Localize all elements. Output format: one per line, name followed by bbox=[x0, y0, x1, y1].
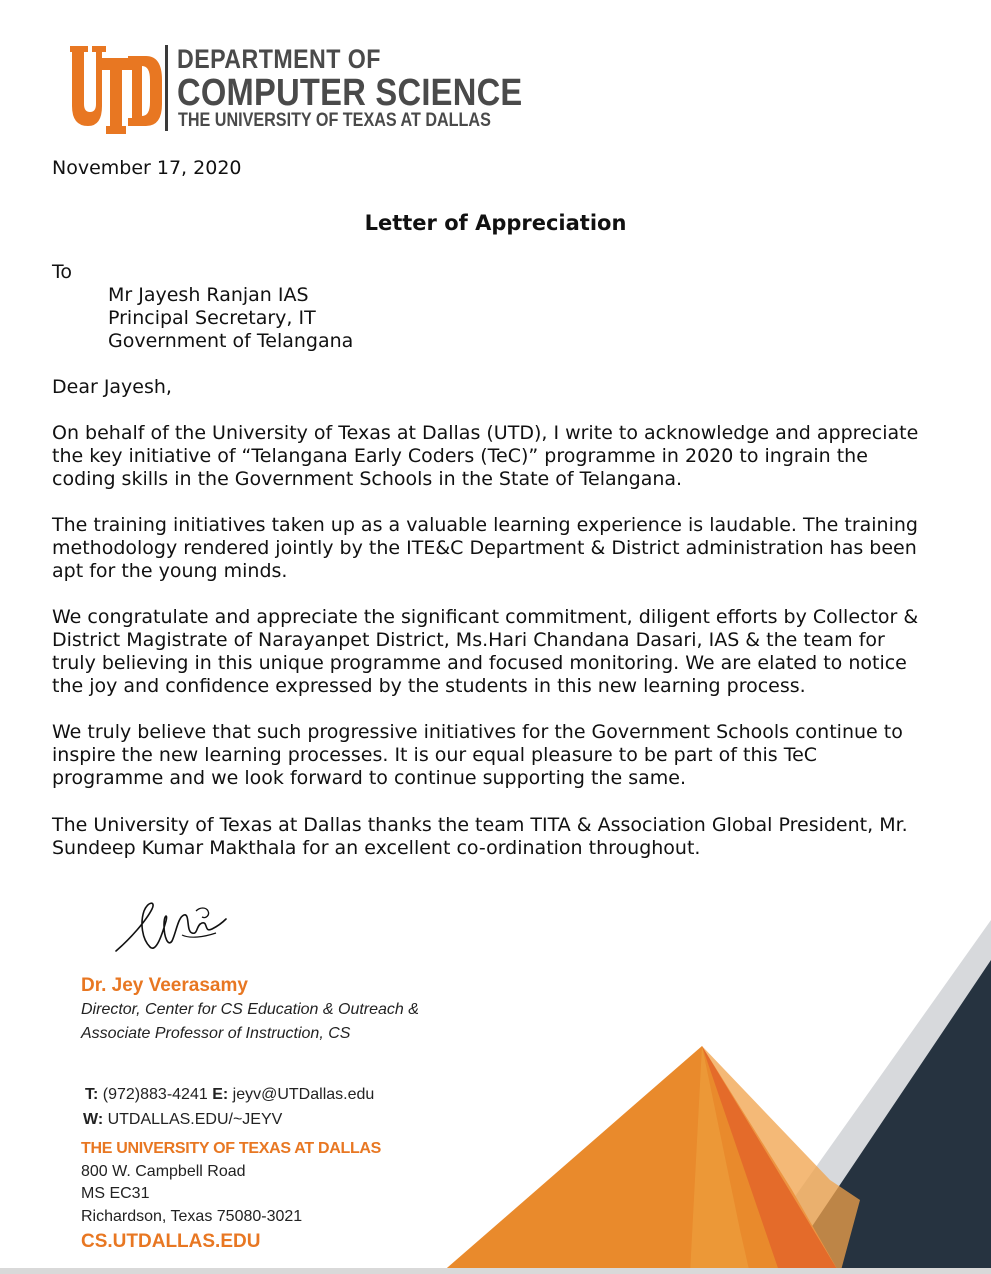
signatory-title-line-1: Director, Center for CS Education & Outreach & bbox=[81, 1001, 419, 1018]
department-line-1: DEPARTMENT OF bbox=[177, 44, 381, 74]
paragraph-line: apt for the young minds. bbox=[52, 560, 288, 582]
paragraph-line: coding skills in the Government Schools in the State of Telangana. bbox=[52, 468, 683, 490]
contact-web bbox=[83, 1111, 282, 1129]
paragraph-line: The training initiatives taken up as a valuable learning experience is laudable. The training bbox=[52, 514, 918, 536]
paragraph-line: the key initiative of “Telangana Early Coders (TeC)” programme in 2020 to ingrain the bbox=[52, 445, 868, 467]
decorative-corner-graphic bbox=[440, 900, 991, 1274]
recipient-organization: Government of Telangana bbox=[108, 330, 354, 352]
paragraph-line: inspire the new learning processes. It is our equal pleasure to be part of this TeC bbox=[52, 744, 818, 766]
paragraph-1 bbox=[52, 422, 952, 491]
paragraph-line: methodology rendered jointly by the ITE&C Department & District administration has been bbox=[52, 537, 917, 559]
department-website: CS.UTDALLAS.EDU bbox=[81, 1231, 261, 1252]
paragraph-line: Sundeep Kumar Makthala for an excellent co-ordination throughout. bbox=[52, 837, 701, 859]
department-line-2: COMPUTER SCIENCE bbox=[177, 72, 523, 114]
salutation: Dear Jayesh, bbox=[52, 376, 172, 398]
web-address: UTDALLAS.EDU/~JEYV bbox=[107, 1111, 283, 1128]
paragraph-2 bbox=[52, 514, 952, 583]
recipient-name: Mr Jayesh Ranjan IAS bbox=[108, 284, 309, 306]
address-line-2: MS EC31 bbox=[81, 1185, 150, 1202]
paragraph-line: The University of Texas at Dallas thanks the team TITA & Association Global President, Mr. bbox=[52, 814, 908, 836]
university-name-footer: THE UNIVERSITY OF TEXAS AT DALLAS bbox=[81, 1140, 382, 1157]
paragraph-line: We congratulate and appreciate the significant commitment, diligent efforts by Collector & bbox=[52, 606, 919, 628]
paragraph-4 bbox=[52, 721, 952, 790]
email-address: jeyv@UTDallas.edu bbox=[232, 1086, 375, 1103]
logo-divider bbox=[165, 45, 168, 131]
signatory-name: Dr. Jey Veerasamy bbox=[81, 975, 248, 996]
address-line-3: Richardson, Texas 75080-3021 bbox=[81, 1208, 303, 1225]
paragraph-line: the joy and confidence expressed by the students in this new learning process. bbox=[52, 675, 806, 697]
university-name-header: THE UNIVERSITY OF TEXAS AT DALLAS bbox=[178, 110, 491, 131]
phone-number: (972)883-4241 bbox=[102, 1086, 208, 1103]
utd-logo-icon bbox=[66, 46, 162, 134]
address-line-1: 800 W. Campbell Road bbox=[81, 1163, 246, 1180]
paragraph-5 bbox=[52, 814, 952, 860]
paragraph-line: District Magistrate of Narayanpet District, Ms.Hari Chandana Dasari, IAS & the team for bbox=[52, 629, 885, 651]
paragraph-line: On behalf of the University of Texas at Dallas (UTD), I write to acknowledge and appreciate bbox=[52, 422, 919, 444]
contact-phone-email bbox=[85, 1086, 374, 1104]
web-label: W: bbox=[83, 1111, 104, 1128]
bottom-rule bbox=[0, 1268, 991, 1274]
signatory-title-line-2: Associate Professor of Instruction, CS bbox=[81, 1025, 351, 1042]
letter-title: Letter of Appreciation bbox=[364, 211, 627, 235]
paragraph-line: programme and we look forward to continue supporting the same. bbox=[52, 767, 686, 789]
recipient-position: Principal Secretary, IT bbox=[108, 307, 316, 329]
paragraph-line: truly believing in this unique programme and focused monitoring. We are elated to notice bbox=[52, 652, 907, 674]
paragraph-3 bbox=[52, 606, 952, 698]
paragraph-line: We truly believe that such progressive initiatives for the Government Schools continue to bbox=[52, 721, 903, 743]
letter-date: November 17, 2020 bbox=[52, 157, 242, 179]
letter-to: To bbox=[52, 261, 73, 283]
email-label: E: bbox=[212, 1086, 229, 1103]
phone-label: T: bbox=[85, 1086, 99, 1103]
signature-icon bbox=[112, 895, 228, 955]
